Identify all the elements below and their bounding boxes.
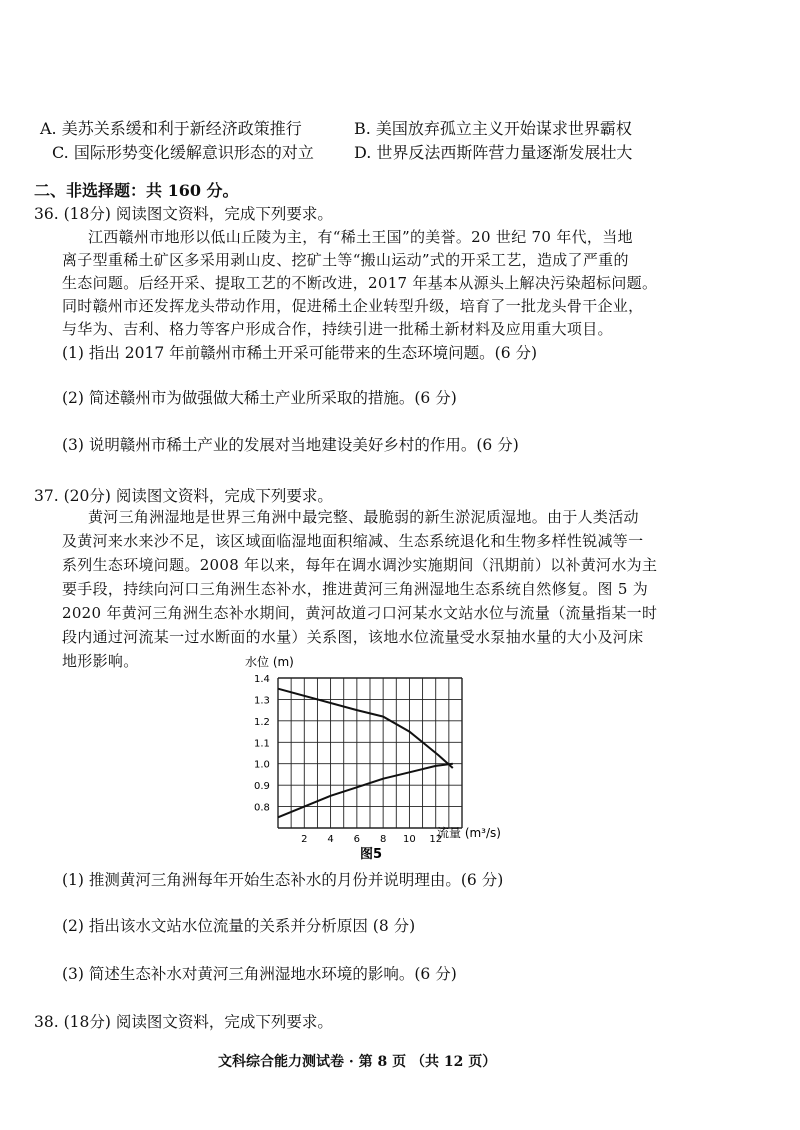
option-d: D. 世界反法西斯阵营力量逐渐发展壮大 xyxy=(354,143,633,162)
q37-passage-line: 及黄河来水来沙不足，该区域面临湿地面积缩减、生态系统退化和生物多样性锐减等一 xyxy=(62,532,644,550)
y-tick-label: 1.3 xyxy=(254,695,270,707)
x-tick-label: 2 xyxy=(301,834,308,845)
x-tick-label: 10 xyxy=(403,834,416,845)
q37-sub1: (1) 推测黄河三角洲每年开始生态补水的月份并说明理由。(6 分) xyxy=(62,871,504,889)
chart-title: 图5 xyxy=(360,847,383,862)
option-b: B. 美国放弃孤立主义开始谋求世界霸权 xyxy=(354,119,632,138)
y-tick-label: 0.9 xyxy=(254,781,270,793)
chart-ylabel: 水位 (m) xyxy=(245,655,294,669)
option-a: A. 美苏关系缓和利于新经济政策推行 xyxy=(40,119,302,138)
q37-passage-line: 段内通过河流某一过水断面的水量）关系图，该地水位流量受水泵抽水量的大小及河床 xyxy=(62,628,644,646)
q37-passage-line: 地形影响。 xyxy=(62,652,139,670)
q36-passage-line: 江西赣州市地形以低山丘陵为主，有“稀土王国”的美誉。20 世纪 70 年代，当地 xyxy=(88,228,633,246)
q37-header: 37. (20分) 阅读图文资料，完成下列要求。 xyxy=(34,487,333,505)
y-tick-label: 1.0 xyxy=(254,759,270,771)
q36-sub3: (3) 说明赣州市稀土产业的发展对当地建设美好乡村的作用。(6 分) xyxy=(62,436,519,454)
page-footer: 文科综合能力测试卷 · 第 8 页 （共 12 页） xyxy=(218,1054,497,1070)
x-tick-label: 8 xyxy=(379,834,387,845)
q37-passage-line: 黄河三角洲湿地是世界三角洲中最完整、最脆弱的新生淤泥质湿地。由于人类活动 xyxy=(88,508,639,526)
x-tick-label: 12 xyxy=(429,834,443,845)
q36-passage-line: 离子型重稀土矿区多采用剥山皮、挖矿土等“搬山运动”式的开采工艺，造成了严重的 xyxy=(62,251,629,269)
q38-header: 38. (18分) 阅读图文资料，完成下列要求。 xyxy=(34,1013,333,1031)
x-tick-label: 4 xyxy=(327,834,334,845)
option-c: C. 国际形势变化缓解意识形态的对立 xyxy=(52,143,314,162)
q37-passage-line: 2020 年黄河三角洲生态补水期间，黄河故道刁口河某水文站水位与流量（流量指某一时 xyxy=(62,604,658,622)
q36-passage-line: 生态问题。后经开采、提取工艺的不断改进，2017 年基本从源头上解决污染超标问题。 xyxy=(62,274,658,292)
q37-sub2: (2) 指出该水文站水位流量的关系并分析原因 (8 分) xyxy=(62,917,416,935)
q37-passage-line: 系列生态环境问题。2008 年以来，每年在调水调沙实施期间（汛期前）以补黄河水为主 xyxy=(62,556,658,574)
x-tick-label: 6 xyxy=(353,834,361,845)
chart-xlabel: 流量 (m³/s) xyxy=(437,826,501,840)
y-tick-label: 0.8 xyxy=(254,802,270,814)
section-title: 二、非选择题：共 160 分。 xyxy=(34,181,239,200)
q36-passage-line: 与华为、吉利、格力等客户形成合作，持续引进一批稀土新材料及应用重大项目。 xyxy=(62,320,613,338)
q36-sub2: (2) 简述赣州市为做强做大稀土产业所采取的措施。(6 分) xyxy=(62,389,457,407)
y-tick-label: 1.4 xyxy=(254,674,270,685)
q36-sub1: (1) 指出 2017 年前赣州市稀土开采可能带来的生态环境问题。(6 分) xyxy=(62,344,538,362)
q36-passage-line: 同时赣州市还发挥龙头带动作用，促进稀土企业转型升级，培育了一批龙头骨干企业， xyxy=(62,297,644,315)
y-tick-label: 1.2 xyxy=(254,716,270,728)
q37-passage-line: 要手段，持续向河口三角洲生态补水，推进黄河三角洲湿地生态系统自然修复。图 5 为 xyxy=(62,580,649,598)
q37-sub3: (3) 简述生态补水对黄河三角洲湿地水环境的影响。(6 分) xyxy=(62,965,457,983)
y-tick-label: 1.1 xyxy=(254,738,270,750)
water-level-flow-chart xyxy=(240,650,540,865)
q36-header: 36. (18分) 阅读图文资料，完成下列要求。 xyxy=(34,205,333,223)
